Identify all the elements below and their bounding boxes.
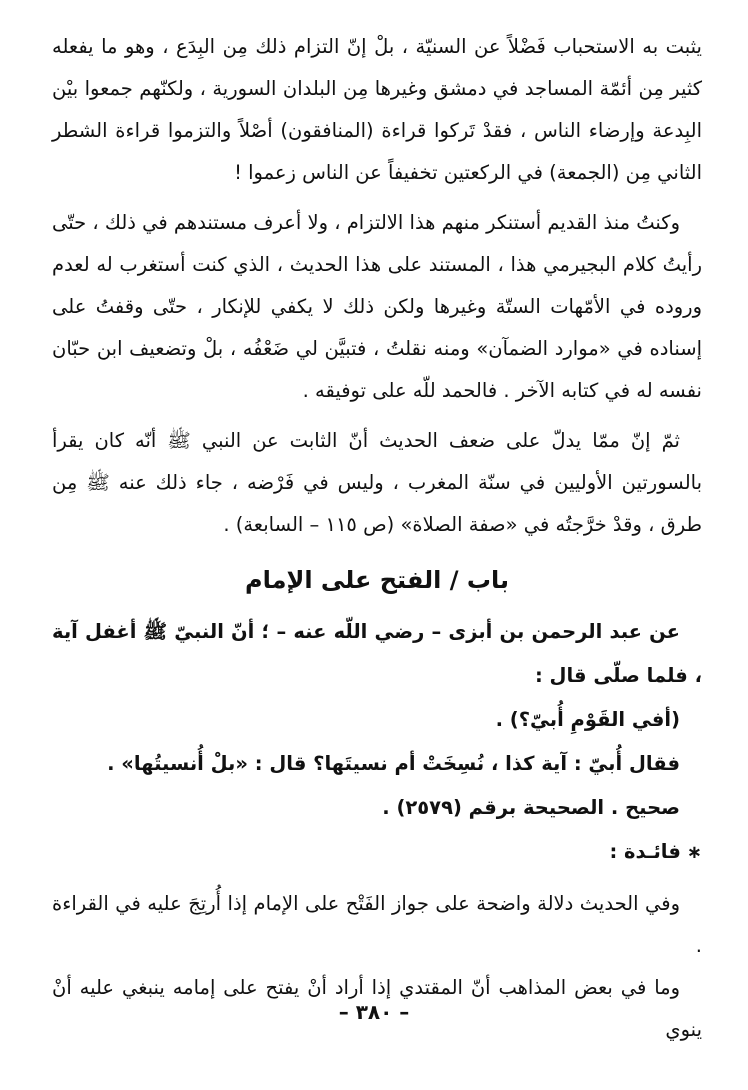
paragraph-2: وكنتُ منذ القديم أستنكر منهم هذا الالتزام ، ولا أعرف مستندهم في ذلك ، حتّى رأيتُ كلام البجيرمي هذا ، المستند على هذا الحديث ، الذي كنت أستغرب له لعدم وروده في الأمّهات الستّة وغيرها ولكن ذلك لا يكفي للإنكار ، حتّى وقفتُ على إسناده في «موارد الضمآن» ومنه نقلتُ ، فتبيَّن لي ضَعْفُه ، بلْ وتضعيف ابن حبّان نفسه له في كتابه الآخر . فالحمد للّه على توفيقه . [52, 211, 702, 402]
hadith-question: (أفي القَوْمِ أُبيّ؟) . [495, 708, 680, 731]
hadith-grading: صحيح . الصحيحة برقم (٢٥٧٩) . [382, 796, 680, 819]
book-page [52, 26, 702, 1066]
benefit-heading [52, 830, 702, 875]
paragraph-1: يثبت به الاستحباب فَضْلاً عن السنيّة ، بلْ إنّ التزام ذلك مِن البِدَع ، وهو ما يفعله كثير مِن أئمّة المساجد في دمشق وغيرها مِن البلدان السورية ، ولكنّهم جمعوا بيْن البِدعة وإرضاء الناس ، فقدْ تَركوا قراءة (المنافقون) أصْلاً والتزموا قراءة الشطر الثاني مِن (الجمعة) في الركعتين تخفيفاً عن الناس زعموا ! [52, 35, 702, 184]
benefit-paragraph-2: وما في بعض المذاهب أنّ المقتدي إذا أراد أنْ يفتح على إمامه ينبغي عليه أنْ ينوي [52, 976, 702, 1041]
paragraph-3: ثمّ إنّ ممّا يدلّ على ضعف الحديث أنّ الثابت عن النبي ﷺ أنّه كان يقرأ بالسورتين الأوليين في سنّة المغرب ، وليس في فَرْضه ، جاء ذلك عنه ﷺ مِن طرق ، وقدْ خرَّجتُه في «صفة الصلاة» (ص ١١٥ – السابعة) . [52, 429, 702, 536]
hadith-intro: عن عبد الرحمن بن أبزى – رضي اللّه عنه – ؛ أنّ النبيّ ﷺ أغفل آية ، فلما صلّى قال : [52, 620, 702, 687]
chapter-title: باب / الفتح على الإمام [245, 566, 509, 594]
page-number: – ٣٨٠ – [338, 1000, 410, 1024]
benefit-label: فائـدة : [609, 840, 681, 863]
hadith-answer: فقال أُبيّ : آية كذا ، نُسِخَتْ أم نسيتَها؟ قال : «بلْ أُنسيتُها» . [107, 752, 680, 775]
asterisk-icon: ∗ [686, 842, 702, 863]
benefit-paragraph-1: وفي الحديث دلالة واضحة على جواز الفَتْح على الإمام إذا أُرتِجَ عليه في القراءة . [52, 892, 702, 957]
